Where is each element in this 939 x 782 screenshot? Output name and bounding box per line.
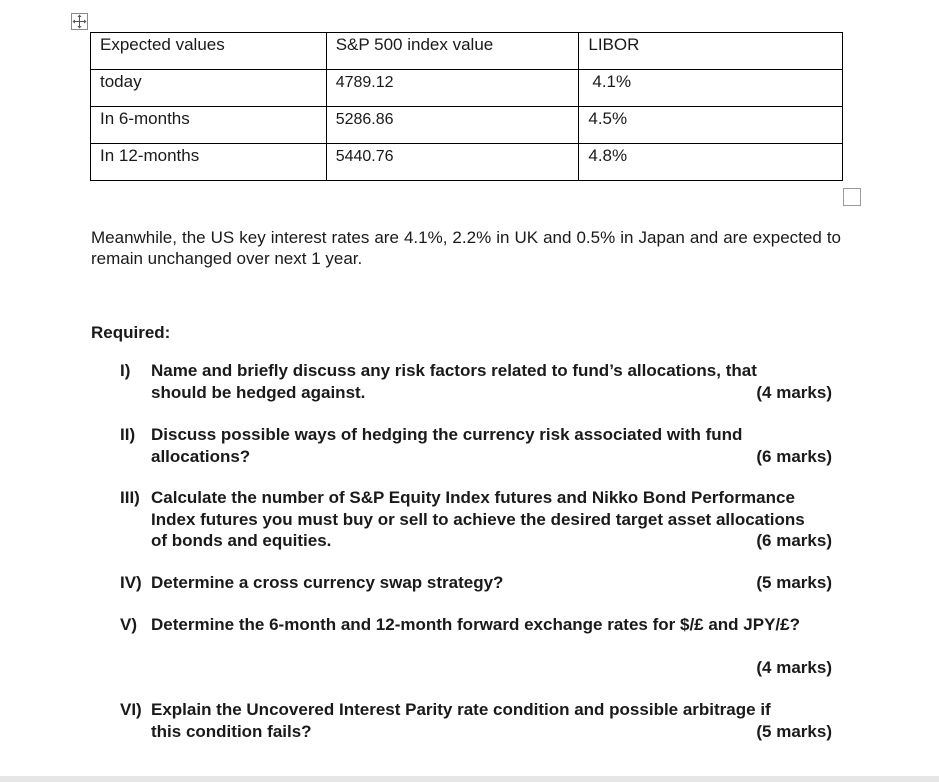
marks-label: (6 marks) — [756, 446, 832, 466]
table-header-row — [91, 33, 843, 70]
question-text: Explain the Uncovered Interest Parity rate condition and possible arbitrage if — [151, 700, 771, 719]
table-cell: 5440.76 — [326, 144, 579, 181]
table-cell: In 6-months — [91, 107, 327, 144]
marks-label: (5 marks) — [756, 721, 832, 741]
question-number: VI) — [120, 700, 142, 719]
marks-label: (4 marks) — [756, 382, 832, 402]
table-header-cell: LIBOR — [579, 33, 843, 70]
question-5-marks-row — [120, 657, 840, 679]
table-cell: 4.5% — [579, 107, 843, 144]
question-2 — [120, 424, 840, 467]
marks-label: (4 marks) — [756, 658, 832, 677]
marks-label: (5 marks) — [756, 573, 832, 592]
required-heading: Required: — [91, 323, 171, 342]
question-text: Calculate the number of S&P Equity Index futures and Nikko Bond Performance — [151, 488, 795, 507]
question-number: V) — [120, 615, 137, 634]
table-cell: 5286.86 — [326, 107, 579, 144]
question-text: Determine a cross currency swap strategy? — [151, 573, 504, 592]
marks-label: (6 marks) — [756, 531, 832, 550]
question-4 — [120, 572, 840, 594]
table-cell: today — [91, 70, 327, 107]
table-cell: In 12-months — [91, 144, 327, 181]
question-number: III) — [120, 488, 140, 507]
question-text: Determine the 6-month and 12-month forward exchange rates for $/£ and JPY/£? — [151, 615, 800, 634]
table-move-handle-icon[interactable] — [71, 13, 88, 30]
question-3 — [120, 487, 840, 552]
question-text: should be hedged against. — [151, 382, 366, 402]
question-number: IV) — [120, 573, 142, 592]
question-text: Index futures you must buy or sell to achieve the desired target asset allocations — [151, 509, 805, 529]
table-cell: 4.8% — [579, 144, 843, 181]
expected-values-table — [90, 32, 843, 181]
table-row — [91, 144, 843, 181]
table-resize-handle[interactable] — [843, 188, 861, 206]
table-header-cell: Expected values — [91, 33, 327, 70]
table-cell: 4789.12 — [326, 70, 579, 107]
interest-rates-paragraph: Meanwhile, the US key interest rates are 4.1%, 2.2% in UK and 0.5% in Japan and are expected to remain unchanged over next 1 year. — [91, 228, 841, 268]
question-6 — [120, 699, 840, 742]
table-cell: 4.1% — [579, 70, 843, 107]
page-bottom-edge — [0, 776, 939, 782]
question-number: I) — [120, 361, 131, 380]
table-row — [91, 107, 843, 144]
question-text: this condition fails? — [151, 721, 312, 741]
table-row — [91, 70, 843, 107]
question-5 — [120, 614, 840, 636]
table-header-cell: S&P 500 index value — [326, 33, 579, 70]
question-text: Discuss possible ways of hedging the currency risk associated with fund — [151, 425, 743, 444]
question-number: II) — [120, 425, 136, 444]
question-text: Name and briefly discuss any risk factors related to fund’s allocations, that — [151, 361, 757, 380]
question-1 — [120, 360, 840, 403]
question-text: of bonds and equities. — [151, 531, 332, 550]
question-text: allocations? — [151, 446, 251, 466]
